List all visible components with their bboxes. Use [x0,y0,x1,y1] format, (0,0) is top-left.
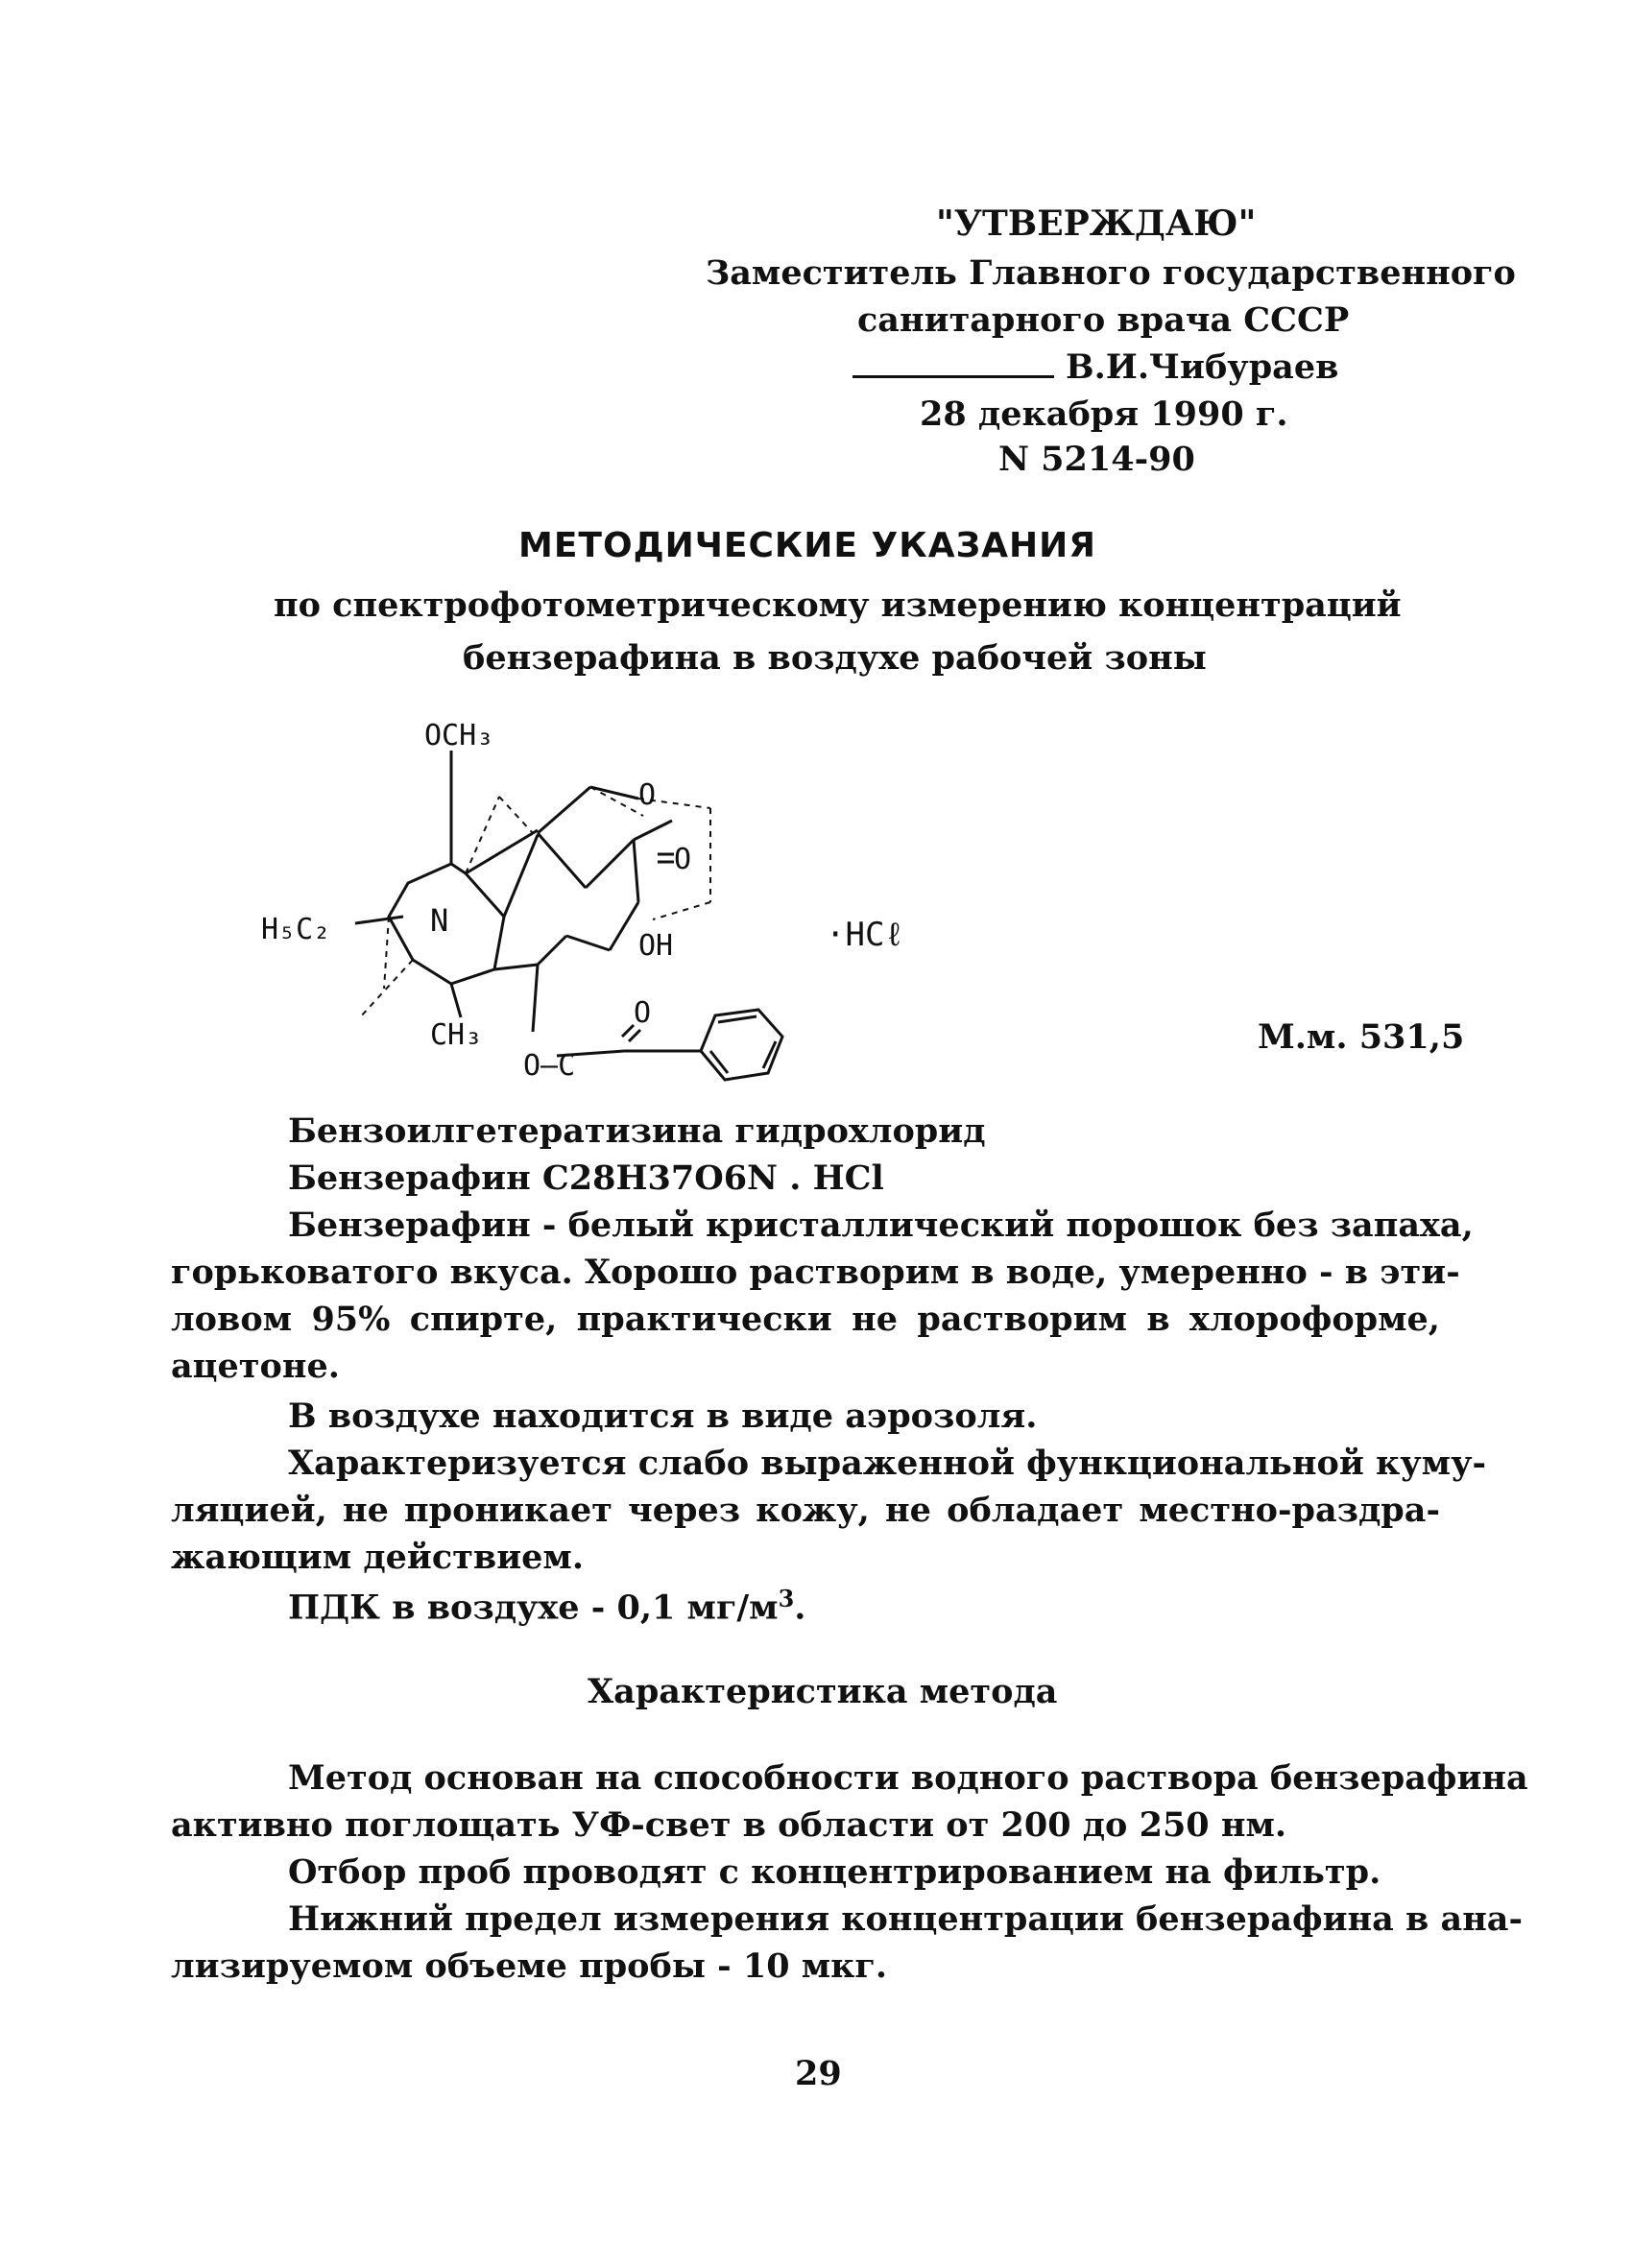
approval-signature-line [853,347,1338,387]
description-line4: ацетоне. [171,1347,340,1386]
approval-position-line2: санитарного врача СССР [857,300,1350,340]
molar-mass: М.м. 531,5 [1258,1017,1465,1057]
approval-position-line1: Заместитель Главного государственного [706,253,1516,293]
pdk-text: ПДК в воздухе - 0,1 мг/м [288,1588,779,1628]
approval-stamp: "УТВЕРЖДАЮ" [936,203,1257,244]
pdk-value [288,1585,805,1628]
toxicity-line1: Характеризуется слабо выраженной функциональной куму- [288,1444,1487,1483]
pdk-period: . [794,1588,806,1628]
page-number: 29 [795,2054,842,2093]
structure-label-o-ring: O [638,778,657,812]
pdk-superscript: 3 [778,1585,795,1612]
method-line2: активно поглощать УФ-свет в области от 200 до 250 нм. [171,1805,1287,1845]
document-title: МЕТОДИЧЕСКИЕ УКАЗАНИЯ [518,526,1097,565]
structure-label-h5c2: H₅C₂ [261,913,331,946]
sampling-paragraph: Отбор проб проводят с концентрированием на фильтр. [288,1852,1381,1892]
structural-formula [259,710,950,1094]
structure-label-ester: O–C [523,1049,576,1083]
structure-label-och3: OCH₃ [424,719,494,752]
structure-label-n: N [430,902,449,939]
aerosol-paragraph: В воздухе находится в виде аэрозоля. [288,1397,1038,1436]
structure-label-oh: OH [638,929,674,963]
approval-number: N 5214-90 [998,440,1195,479]
toxicity-line2: ляцией, не проникает через кожу, не обладает местно-раздра- [171,1491,1440,1530]
document-subtitle-line1: по спектрофотометрическому измерению концентраций [274,585,1402,625]
document-subtitle-line2: бензерафина в воздухе рабочей зоны [463,638,1207,678]
structure-label-hcl: ·HCℓ [826,916,904,954]
approver-name: В.И.Чибураев [1066,347,1339,387]
compound-name: Бензоилгетератизина гидрохлорид [288,1111,986,1151]
structure-label-ch3: CH₃ [430,1018,483,1052]
description-line1: Бензерафин - белый кристаллический порошок без запаха, [288,1206,1474,1245]
approval-date: 28 декабря 1990 г. [920,394,1288,434]
structure-label-o-carbonyl: O [674,843,692,876]
detection-limit-line2: лизируемом объеме пробы - 10 мкг. [171,1946,888,1986]
description-line2: горьковатого вкуса. Хорошо растворим в воде, умеренно - в эти- [171,1253,1460,1292]
signature-blank [853,354,1054,378]
method-heading: Характеристика метода [588,1672,1058,1711]
structure-bonds [355,751,782,1080]
toxicity-line3: жающим действием. [171,1538,585,1577]
detection-limit-line1: Нижний предел измерения концентрации бензерафина в ана- [288,1899,1524,1939]
compound-formula: Бензерафин C28H37O6N . HCl [288,1158,884,1198]
structure-label-ester-o: O [634,996,652,1030]
description-line3: ловом 95% спирте, практически не растворим в хлороформе, [171,1300,1440,1339]
method-line1: Метод основан на способности водного раствора бензерафина [288,1758,1528,1798]
